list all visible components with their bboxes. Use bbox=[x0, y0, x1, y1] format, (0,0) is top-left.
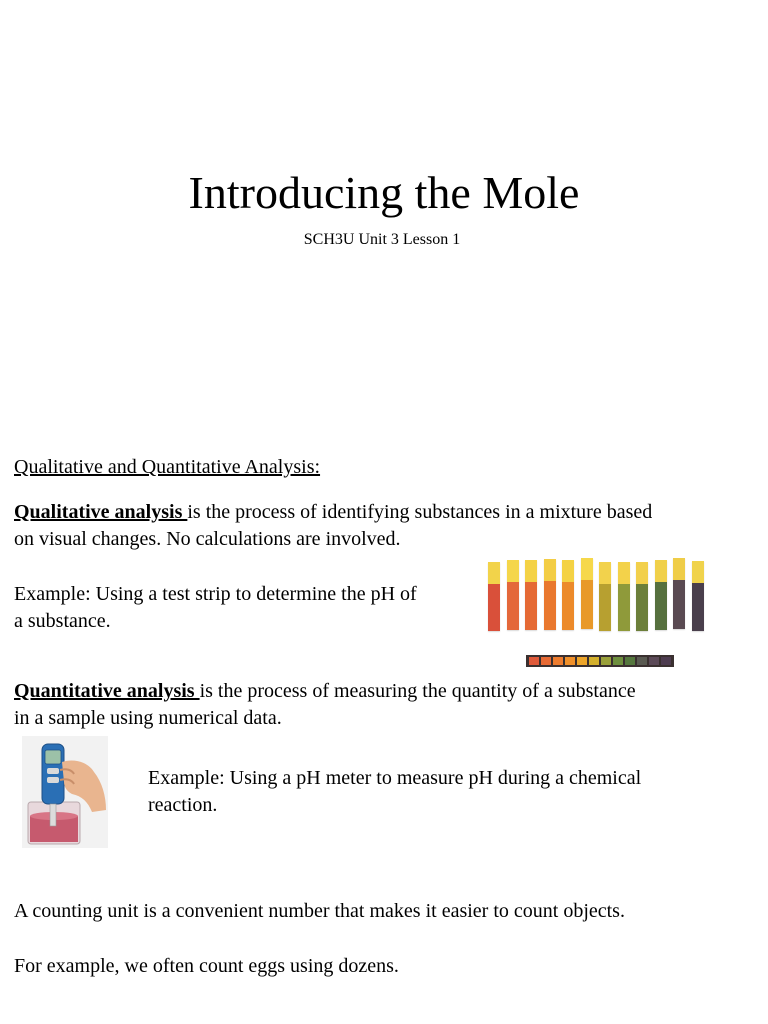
qualitative-definition-rest: is the process of identifying substances in a mixture based bbox=[187, 501, 653, 523]
qualitative-definition-line2: on visual changes. No calculations are involved. bbox=[14, 528, 401, 550]
counting-example-text: For example, we often count eggs using dozens. bbox=[14, 955, 399, 977]
quantitative-definition-rest: is the process of measuring the quantity of a substance bbox=[199, 680, 636, 702]
ph-scale-swatch bbox=[553, 657, 563, 665]
ph-strip bbox=[673, 558, 685, 629]
ph-scale-swatch bbox=[541, 657, 551, 665]
qualitative-example-line2: a substance. bbox=[14, 610, 111, 632]
ph-scale-swatch bbox=[625, 657, 635, 665]
ph-color-scale bbox=[526, 655, 674, 667]
ph-scale-swatch bbox=[613, 657, 623, 665]
ph-scale-swatch bbox=[565, 657, 575, 665]
ph-test-strips-image bbox=[484, 556, 708, 638]
ph-scale-swatch bbox=[661, 657, 671, 665]
counting-unit-text: A counting unit is a convenient number that makes it easier to count objects. bbox=[14, 900, 625, 922]
page-title: Introducing the Mole bbox=[188, 167, 580, 218]
ph-scale-swatch bbox=[529, 657, 539, 665]
quantitative-example-line2: reaction. bbox=[148, 794, 218, 816]
qualitative-example-line1: Example: Using a test strip to determine the pH of bbox=[14, 583, 417, 605]
page-subtitle: SCH3U Unit 3 Lesson 1 bbox=[303, 231, 461, 248]
section-heading: Qualitative and Quantitative Analysis: bbox=[14, 456, 321, 478]
ph-strip bbox=[599, 562, 611, 631]
ph-strip bbox=[488, 562, 500, 631]
quantitative-definition-line1 bbox=[14, 678, 636, 705]
ph-strip bbox=[655, 560, 667, 630]
ph-strip bbox=[544, 559, 556, 630]
ph-scale-swatch bbox=[637, 657, 647, 665]
ph-strip bbox=[636, 562, 648, 631]
ph-meter-icon bbox=[22, 736, 108, 848]
ph-strip bbox=[692, 561, 704, 631]
qualitative-term: Qualitative analysis bbox=[14, 501, 188, 523]
ph-meter-image bbox=[22, 736, 108, 848]
ph-scale-swatch bbox=[649, 657, 659, 665]
ph-strip bbox=[618, 562, 630, 631]
ph-strip bbox=[507, 560, 519, 630]
quantitative-term: Quantitative analysis bbox=[14, 680, 200, 702]
quantitative-definition-line2: in a sample using numerical data. bbox=[14, 707, 282, 729]
qualitative-definition-line1 bbox=[14, 499, 652, 526]
ph-scale-swatch bbox=[589, 657, 599, 665]
ph-scale-swatch bbox=[577, 657, 587, 665]
ph-strip bbox=[525, 560, 537, 630]
ph-strip bbox=[562, 560, 574, 630]
ph-strip bbox=[581, 558, 593, 629]
ph-scale-swatch bbox=[601, 657, 611, 665]
quantitative-example-line1: Example: Using a pH meter to measure pH during a chemical bbox=[148, 767, 642, 789]
